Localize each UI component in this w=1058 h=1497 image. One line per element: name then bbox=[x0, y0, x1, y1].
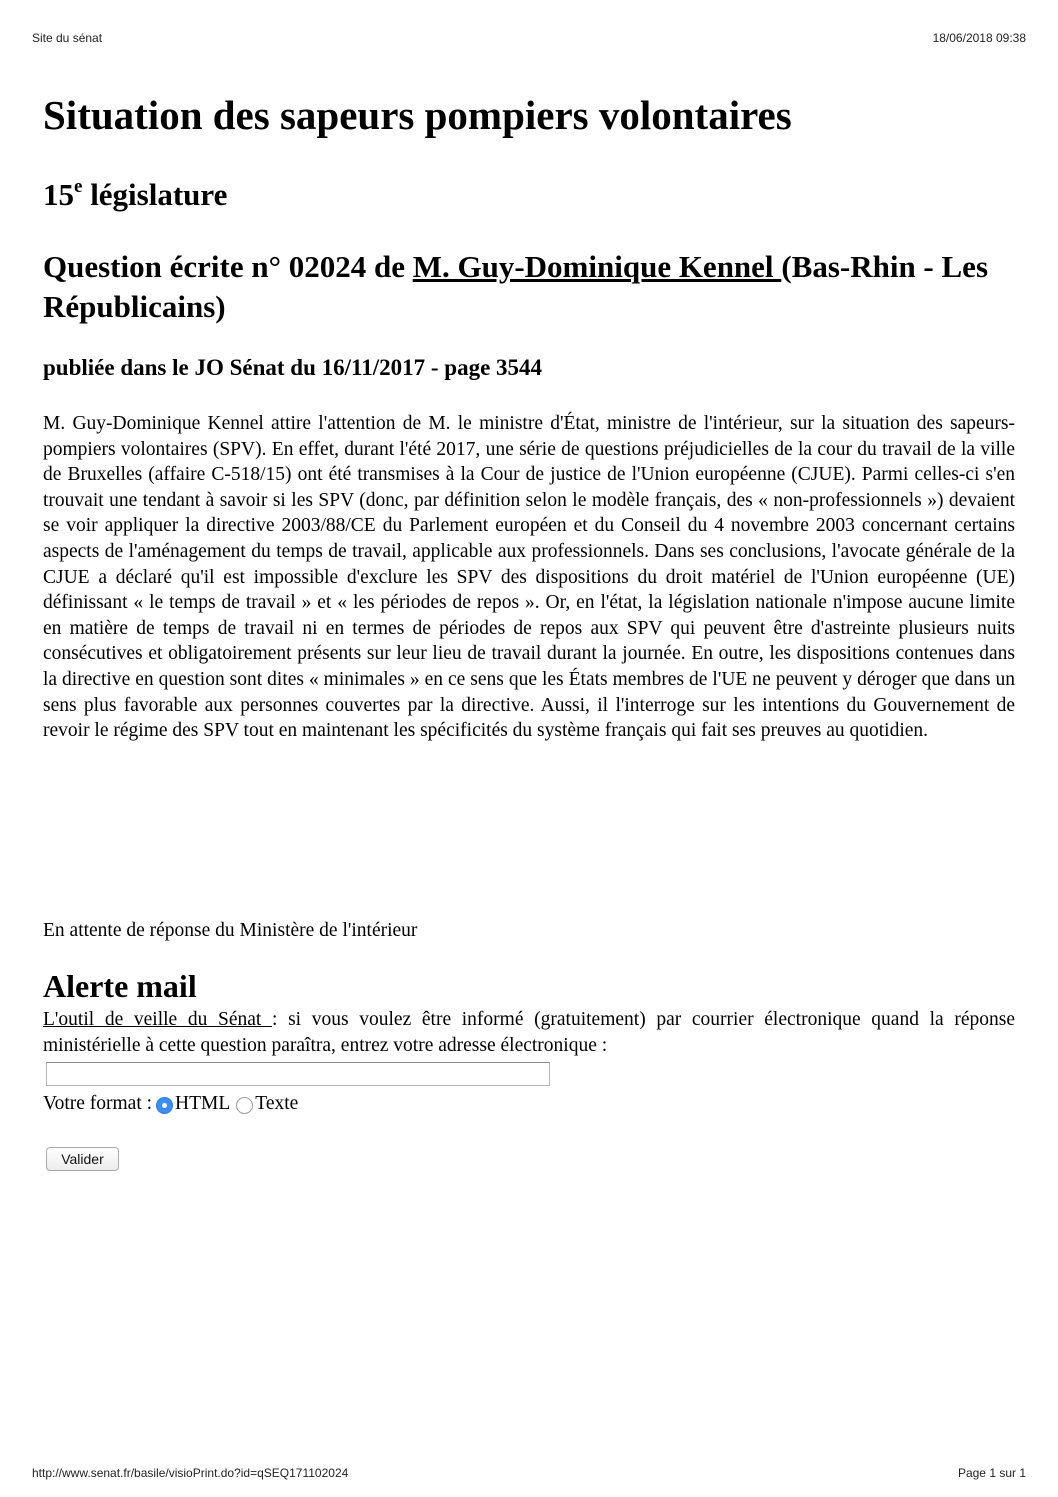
page-title: Situation des sapeurs pompiers volontaires bbox=[43, 92, 792, 138]
question-body: M. Guy-Dominique Kennel attire l'attention de M. le ministre d'État, ministre de l'intérieur, sur la situation des sapeurs-pompiers volontaires (SPV). En effet, durant l'été 2017, une série de questions préjudicielles de la cour du travail de la ville de Bruxelles (affaire C-518/15) ont été transmises à la Cour de justice de l'Union européenne (CJUE). Parmi celles-ci s'en trouvait une tendant à savoir si les SPV (donc, par définition selon le modèle français, des « non-professionnels ») devaient se voir appliquer la directive 2003/88/CE du Parlement européen et du Conseil du 4 novembre 2003 concernant certains aspects de l'aménagement du temps de travail, applicable aux professionnels. Dans ses conclusions, l'avocate générale de la CJUE a déclaré qu'il est impossible d'exclure les SPV des dispositions du droit matériel de l'Union européenne (UE) définissant « le temps de travail » et « les périodes de repos ». Or, en l'état, la législation nationale n'impose aucune limite en matière de temps de travail ni en termes de périodes de repos aux SPV qui peuvent être d'astreinte plusieurs nuits consécutives et obligatoirement présents sur leur lieu de travail durant la journée. En outre, les dispositions contenues dans la directive en question sont dites « minimales » en ce sens que les États membres de l'UE ne peuvent y déroger que dans un sens plus favorable aux personnes couvertes par la directive. Aussi, il l'interroge sur les intentions du Gouvernement de revoir le régime des SPV tout en maintenant les spécificités du système français qui fait ses preuves au quotidien. bbox=[43, 413, 1015, 742]
alert-heading: Alerte mail bbox=[43, 968, 197, 1004]
print-footer bbox=[32, 1466, 1026, 1480]
print-page-number: Page 1 sur 1 bbox=[957, 1466, 1026, 1480]
radio-html-label[interactable]: HTML bbox=[175, 1093, 231, 1114]
submit-button[interactable]: Valider bbox=[46, 1147, 119, 1171]
radio-texte[interactable] bbox=[236, 1097, 253, 1114]
email-input[interactable] bbox=[46, 1062, 550, 1086]
print-url: http://www.senat.fr/basile/visioPrint.do?id=qSEQ171102024 bbox=[32, 1466, 349, 1480]
question-suffix: (Bas-Rhin - Les Républicains) bbox=[43, 249, 989, 324]
question-prefix: Question écrite n° 02024 de bbox=[43, 249, 413, 284]
legislature-heading bbox=[43, 175, 227, 215]
legislature-suffix: e bbox=[74, 176, 83, 197]
radio-texte-label[interactable]: Texte bbox=[255, 1093, 299, 1114]
format-label: Votre format : bbox=[43, 1093, 153, 1114]
print-datetime: 18/06/2018 09:38 bbox=[932, 31, 1026, 45]
publication-info: publiée dans le JO Sénat du 16/11/2017 - page 3544 bbox=[43, 355, 543, 380]
print-site-title: Site du sénat bbox=[32, 31, 103, 45]
legislature-label: législature bbox=[90, 177, 228, 212]
format-selector bbox=[43, 1091, 298, 1117]
answer-status: En attente de réponse du Ministère de l'intérieur bbox=[43, 920, 418, 941]
alert-text: : si vous voulez être informé (gratuitement) par courrier électronique quand la réponse ministérielle à cette question paraîtra, entrez votre adresse électronique : bbox=[43, 1009, 1015, 1056]
question-heading bbox=[43, 247, 1015, 327]
legislature-number: 15 bbox=[43, 177, 74, 212]
print-header bbox=[32, 31, 1026, 45]
author-link[interactable]: M. Guy-Dominique Kennel bbox=[412, 249, 782, 284]
alert-description bbox=[43, 1007, 1015, 1058]
watch-tool-link[interactable]: L'outil de veille du Sénat bbox=[43, 1009, 273, 1030]
radio-html[interactable] bbox=[156, 1097, 173, 1114]
